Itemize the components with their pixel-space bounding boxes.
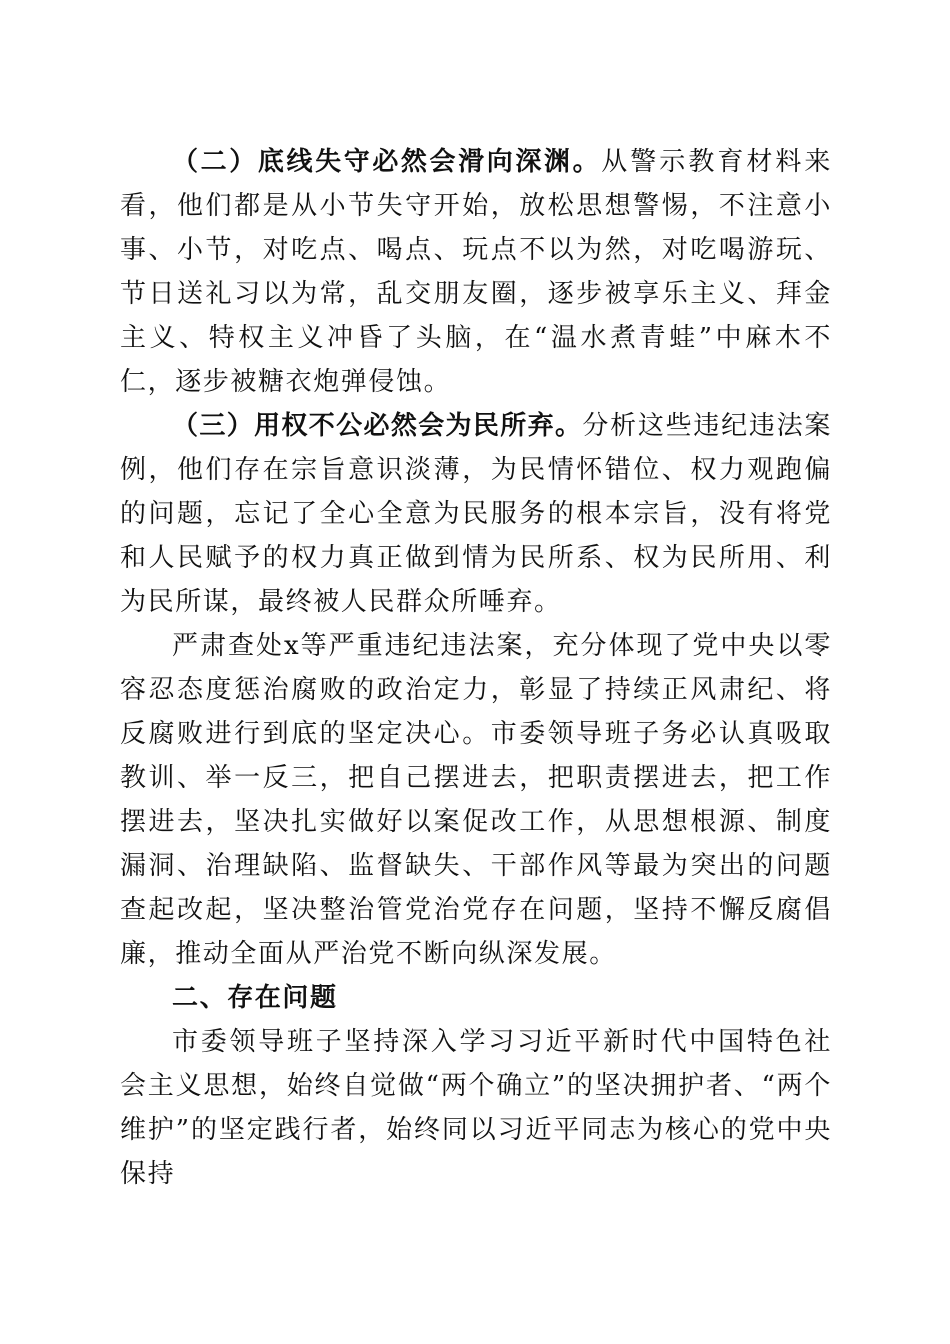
section-heading: 二、存在问题 [172,983,338,1013]
paragraph-existing-problems [120,1020,832,1196]
paragraph-power-abuse [120,404,832,624]
paragraph-bottom-line [120,140,832,404]
paragraph-text: 严肃查处x等严重违纪违法案，充分体现了党中央以零容忍态度惩治腐败的政治定力，彰显了持续正风肃纪、将反腐败进行到底的坚定决心。市委领导班子务必认真吸取教训、举一反三，把自己摆进去，把职责摆进去，把工作摆进去，坚决扎实做好以案促改工作，从思想根源、制度漏洞、治理缺陷、监督缺失、干部作风等最为突出的问题查起改起，坚决整治管党治党存在问题，坚持不懈反腐倡廉，推动全面从严治党不断向纵深发展。 [120,631,832,969]
paragraph-case-handling [120,624,832,976]
paragraph-text: 市委领导班子坚持深入学习习近平新时代中国特色社会主义思想，始终自觉做“两个确立”的坚决拥护者、“两个维护”的坚定践行者，始终同以习近平同志为核心的党中央保持 [120,1027,832,1189]
paragraph-lead-heading: （二）底线失守必然会滑向深渊。 [172,147,602,177]
paragraph-lead-heading: （三）用权不公必然会为民所弃。 [172,411,583,441]
document-body [120,140,832,1196]
paragraph-text: 从警示教育材料来看，他们都是从小节失守开始，放松思想警惕，不注意小事、小节，对吃点、喝点、玩点不以为然，对吃喝游玩、节日送礼习以为常，乱交朋友圈，逐步被享乐主义、拜金主义、特权主义冲昏了头脑，在“温水煮青蛙”中麻木不仁，逐步被糖衣炮弹侵蚀。 [120,147,832,397]
paragraph-text: 分析这些违纪违法案例，他们存在宗旨意识淡薄，为民情怀错位、权力观跑偏的问题，忘记了全心全意为民服务的根本宗旨，没有将党和人民赋予的权力真正做到情为民所系、权为民所用、利为民所谋，最终被人民群众所唾弃。 [120,411,832,617]
